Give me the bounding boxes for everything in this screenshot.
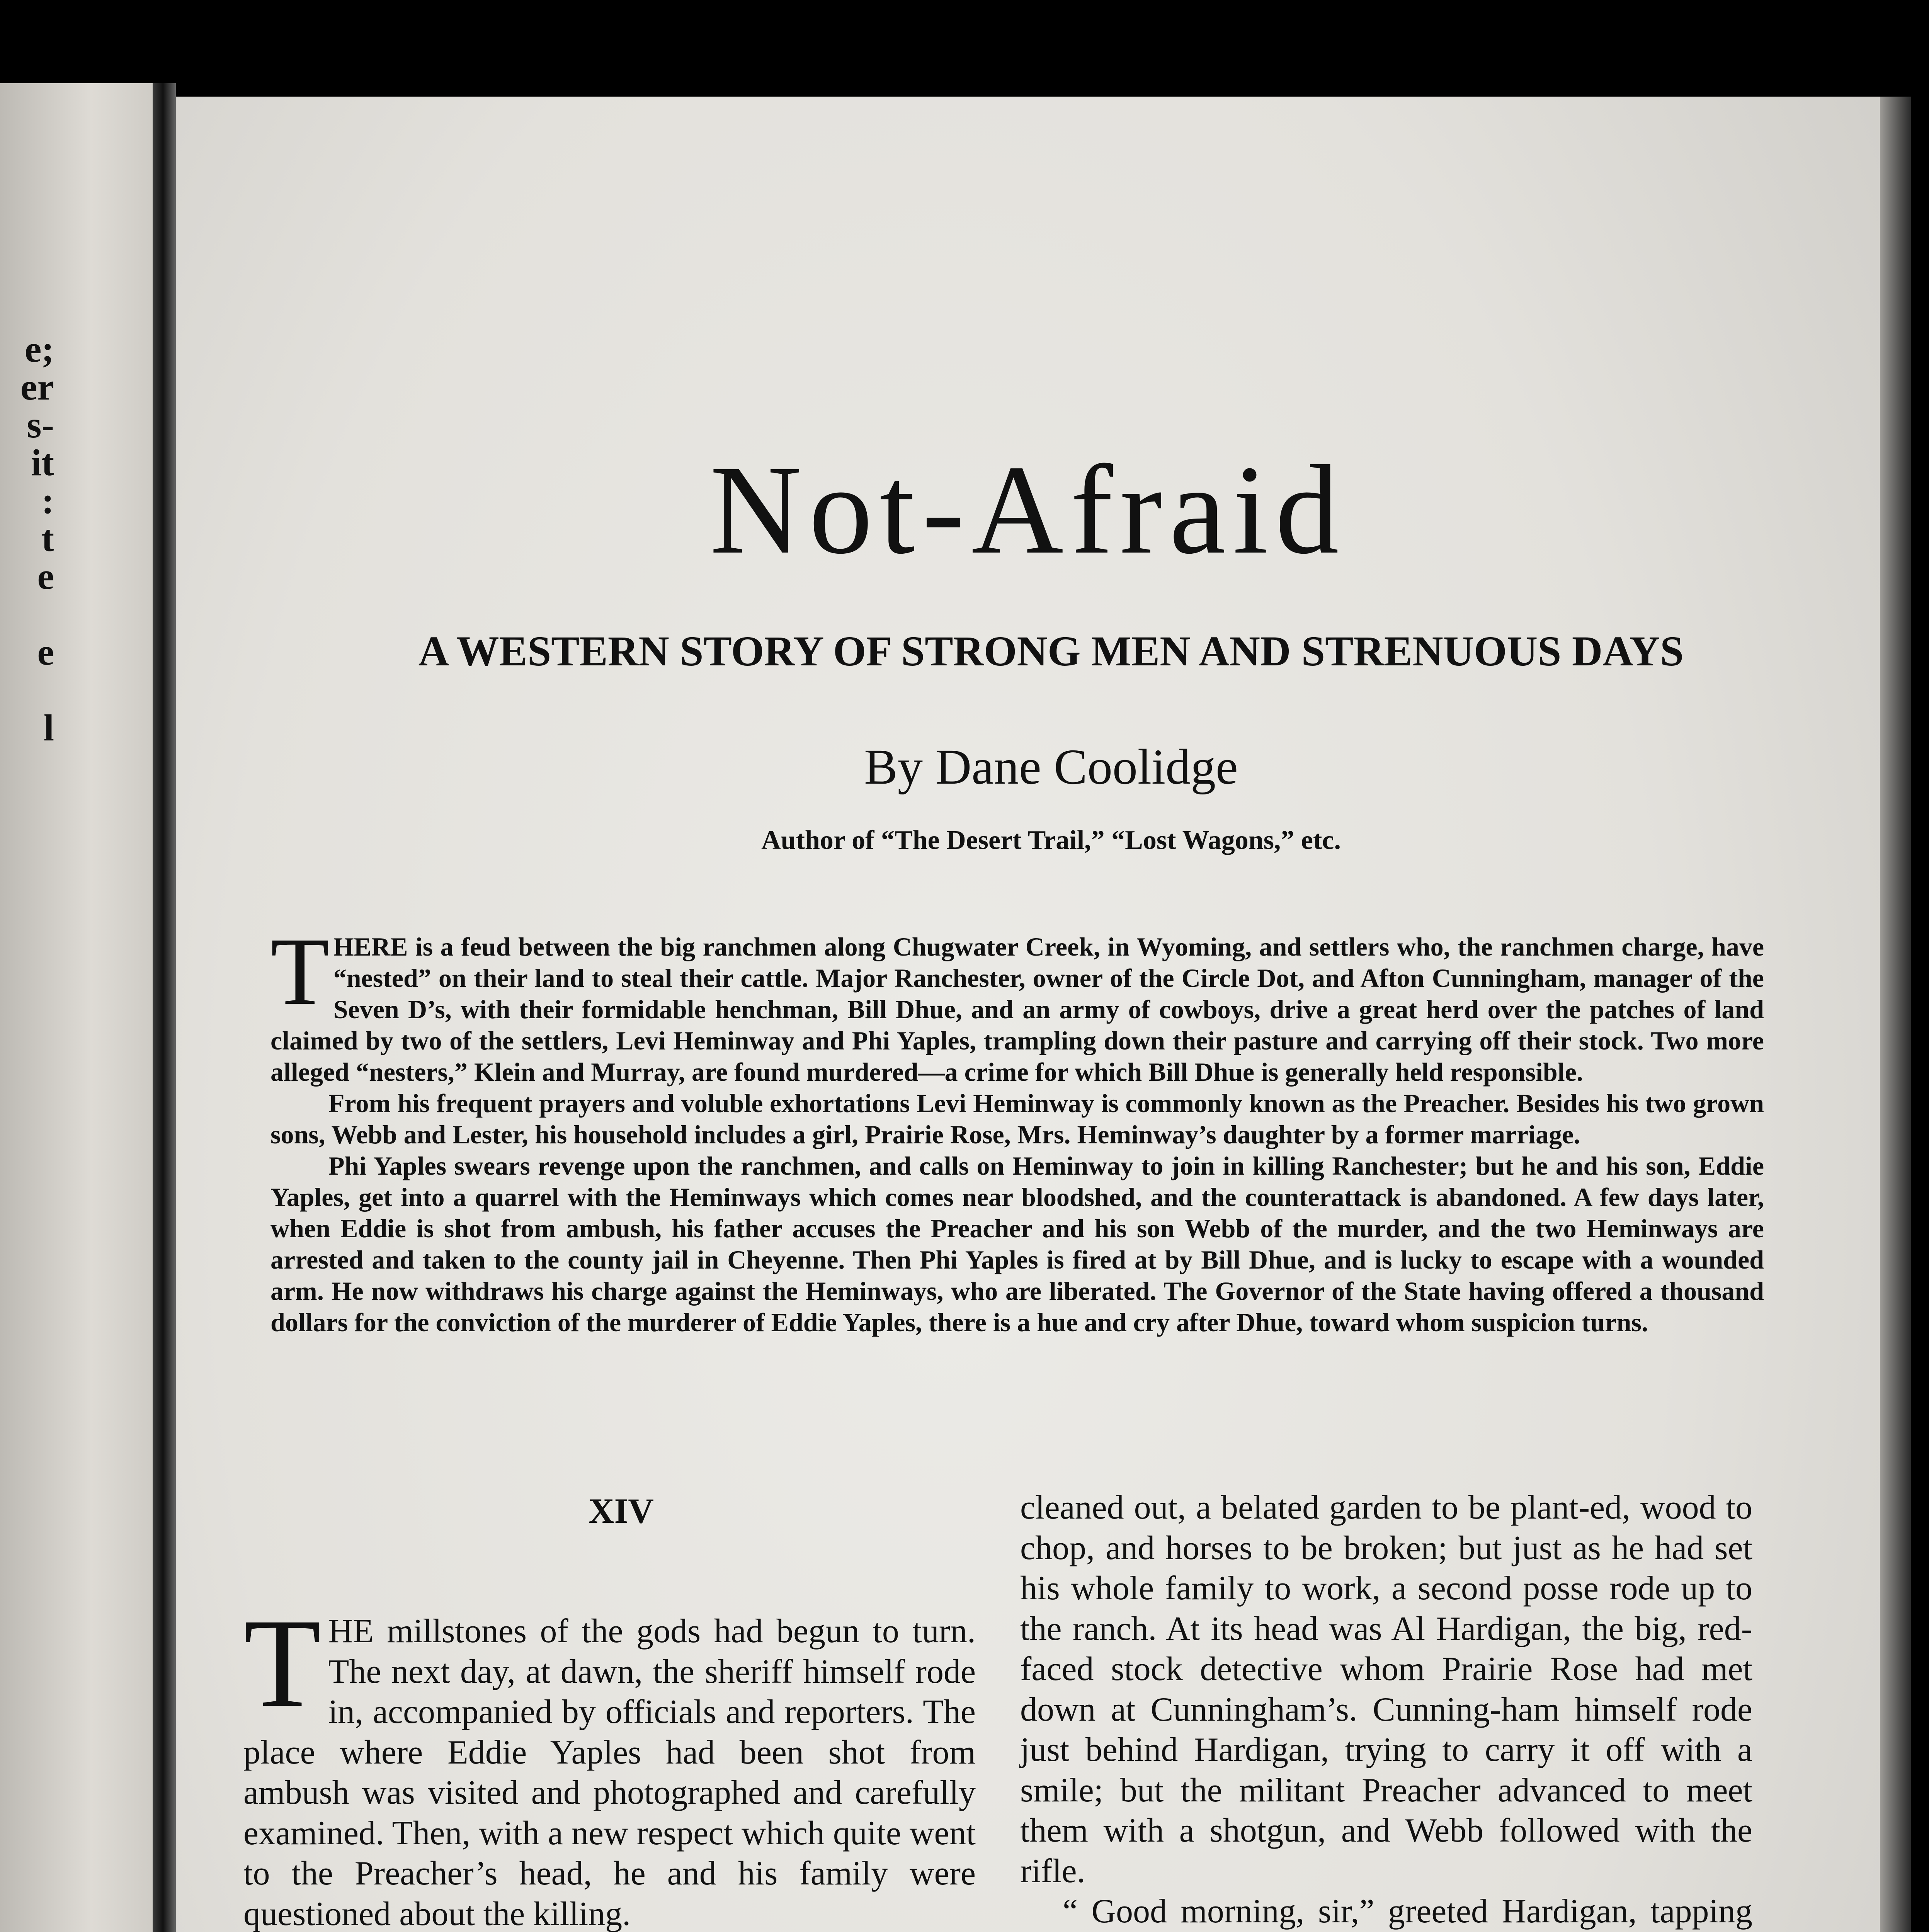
fragment-line: [0, 595, 54, 633]
facing-page-edge: [0, 83, 153, 1932]
drop-cap: T: [270, 918, 330, 1025]
story-subtitle: A WESTERN STORY OF STRONG MEN AND STRENUOUS DAYS: [418, 628, 1684, 675]
byline: By Dane Coolidge: [864, 739, 1238, 795]
synopsis-paragraph: [270, 918, 1764, 1088]
author-credits: Author of “The Desert Trail,” “Lost Wagons,” etc.: [761, 825, 1341, 855]
synopsis: [270, 918, 1764, 1338]
book-gutter: [153, 83, 176, 1932]
fragment-line: l: [43, 707, 54, 749]
body-column-right: [1020, 1488, 1752, 1932]
body-column-left: [243, 1491, 976, 1932]
fragment-line: s-: [27, 404, 54, 446]
chapter-heading: XIV: [589, 1491, 654, 1531]
fragment-line: t: [41, 518, 54, 560]
magazine-page: [176, 97, 1880, 1932]
facing-page-text-fragments: [0, 330, 54, 747]
fragment-line: e;: [24, 328, 54, 370]
synopsis-paragraph: From his frequent prayers and voluble exhortations Levi Heminway is commonly known as the Preacher. Besides his two grown sons, Webb and Lester, his household includes a girl, Prairie Rose, Mrs. Heminway’s daughter by a former marriage.: [270, 1088, 1764, 1149]
fragment-line: er: [20, 366, 54, 408]
body-paragraph: cleaned out, a belated garden to be plant-ed, wood to chop, and horses to be broken; but just as he had set his whole family to work, a second posse rode up to the ranch. At its head was Al Hardigan, the big, red-faced stock detective whom Prairie Rose had met down at Cunningham’s. Cunning-ham himself rode just behind Hardigan, trying to carry it off with a smile; but the militant Preacher advanced to meet them with a shotgun, and Webb followed with the rifle.: [1020, 1489, 1752, 1890]
story-title: Not-Afraid: [709, 439, 1346, 580]
body-paragraph: “ Good morning, sir,” greeted Hardigan, tapping: [1063, 1893, 1752, 1930]
fragment-line: e: [37, 556, 54, 597]
drop-cap: T: [243, 1593, 322, 1734]
fragment-line: e: [37, 631, 54, 673]
synopsis-text: HERE is a feud between the big ranchmen along Chugwater Creek, in Wyoming, and settlers who, the ranchmen charge, have “nested” on their land to steal their cattle. Major Ranchester, owner of the Circle Dot, and Afton Cunningham, manager of the Seven D’s, with their formidable henchman, Bill Dhue, and an army of cowboys, drive a great herd over the patches of land claimed by two of the settlers, Levi Heminway and Phi Yaples, trampling down their pasture and carrying off their stock. Two more alleged “nesters,” Klein and Murray, are found murdered—a crime for which Bill Dhue is generally held responsible.: [270, 932, 1764, 1087]
synopsis-paragraph: Phi Yaples swears revenge upon the ranchmen, and calls on Heminway to join in killing Ranchester; but he and his son, Eddie Yaples, get into a quarrel with the Heminways which comes near bloodshed, and the counterattack is abandoned. A few days later, when Eddie is shot from ambush, his father accuses the Preacher and his son Webb of the murder, and the two Heminways are arrested and taken to the county jail in Cheyenne. Then Phi Yaples is fired at by Bill Dhue, and is lucky to escape with a wounded arm. He now withdraws his charge against the Heminways, who are liberated. The Governor of the State having offered a thousand dollars for the conviction of the murderer of Eddie Yaples, there is a hue and cry after Dhue, toward whom suspicion turns.: [270, 1151, 1764, 1337]
fragment-line: :: [41, 480, 54, 522]
page-edge-shadow: [1880, 97, 1911, 1932]
fragment-line: [0, 671, 54, 709]
body-text: HE millstones of the gods had begun to turn. The next day, at dawn, the sheriff himself rode in, accompanied by officials and reporters. The place where Eddie Yaples had been shot from ambush was visited and photographed and carefully examined. Then, with a new respect which quite went to the Preacher’s head, he and his family were questioned about the killing.: [243, 1612, 976, 1932]
body-paragraph: [243, 1593, 976, 1932]
fragment-line: it: [31, 442, 54, 484]
